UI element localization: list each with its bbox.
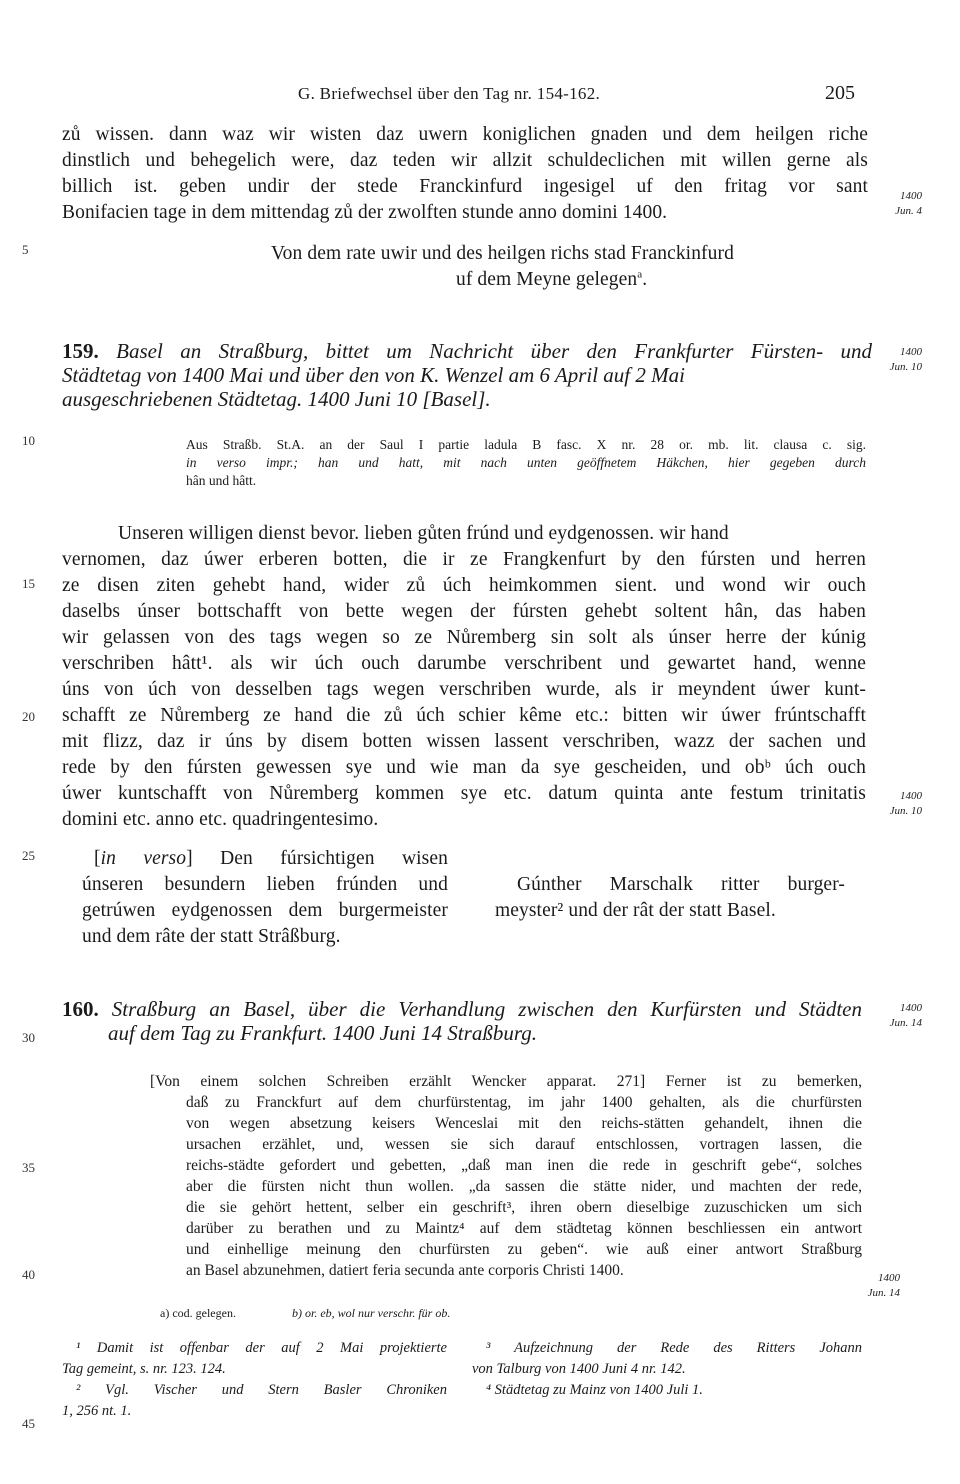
heading-line: auf dem Tag zu Frankfurt. 1400 Juni 14 Straßburg. bbox=[108, 1021, 537, 1045]
text-line: zů wissen. dann waz wir wisten daz uwern koniglichen gnaden und dem heilgen riche bbox=[62, 124, 868, 145]
text-line: Unseren willigen dienst bevor. lieben gůten frúnd und eydgenossen. wir hand bbox=[118, 523, 729, 544]
line-number: 45 bbox=[22, 1416, 35, 1431]
text-line: domini etc. anno etc. quadringentesimo. bbox=[62, 809, 379, 830]
source-line: hân und hâtt. bbox=[186, 473, 257, 488]
variant-mark: a bbox=[637, 268, 643, 281]
footnote-line: Tag gemeint, s. nr. 123. 124. bbox=[62, 1361, 226, 1377]
footnotes-right bbox=[472, 1338, 862, 1401]
heading-line bbox=[62, 997, 862, 1021]
margin-day: Jun. 14 bbox=[867, 1287, 900, 1299]
excerpt-line: und einhellige meinung den churfürsten zu geben“. wie auß einer antwort Straßburg bbox=[186, 1241, 862, 1258]
source-line: in verso impr.; han und hatt, mit nach unten geöffnetem Häkchen, hier gegeben durch bbox=[186, 455, 866, 470]
line-number: 30 bbox=[22, 1030, 35, 1045]
footnote-line: ³ Aufzeichnung der Rede des Ritters Johann bbox=[486, 1340, 862, 1356]
variant-note-b: b) or. eb, wol nur verschr. für ob. bbox=[292, 1306, 451, 1320]
margin-date bbox=[862, 790, 922, 818]
excerpt-line: aber die fürsten nicht thun wollen. „da sassen die stätte nider, und machten der rede, bbox=[186, 1178, 862, 1195]
text-line: verschriben hâtt¹. als wir úch ouch darumbe verschribent und gewartet hand, wenne bbox=[62, 653, 866, 674]
margin-day: Jun. 10 bbox=[889, 361, 922, 373]
document-number: 159. bbox=[62, 339, 99, 363]
margin-date bbox=[840, 1272, 900, 1300]
excerpt-line: [Von einem solchen Schreiben erzählt Wencker apparat. 271] Ferner ist zu bemerken, bbox=[150, 1073, 862, 1090]
sender-line: Gúnther Marschalk ritter burger- bbox=[517, 874, 845, 895]
running-title: G. Briefwechsel über den Tag nr. 154-162. bbox=[298, 84, 601, 103]
margin-year: 1400 bbox=[900, 1002, 922, 1014]
signature-text: uf dem Meyne gelegen bbox=[456, 269, 638, 290]
heading-line: Städtetag von 1400 Mai und über den von K. Wenzel am 6 April auf 2 Mai bbox=[62, 363, 685, 387]
heading-text: Straßburg an Basel, über die Verhandlung zwischen den Kurfürsten und Städten bbox=[111, 997, 863, 1021]
signature-line bbox=[456, 267, 647, 293]
footnote-line: von Talburg von 1400 Juni 4 nr. 142. bbox=[472, 1361, 686, 1377]
line-number: 40 bbox=[22, 1267, 35, 1282]
signature-end: . bbox=[642, 269, 648, 290]
excerpt-line: ursachen erzählet, und, wessen sie sich darauf entschlossen, vortragen lassen, die bbox=[186, 1136, 862, 1153]
doc160-excerpt bbox=[150, 1071, 862, 1281]
heading-line: ausgeschriebenen Städtetag. 1400 Juni 10 [Basel]. bbox=[62, 387, 491, 411]
sender-block bbox=[495, 872, 845, 924]
address-line: und dem râte der statt Strâßburg. bbox=[82, 926, 341, 947]
text-line: billich ist. geben undir der stede Franckinfurd ingesigel uf den fritag vor sant bbox=[62, 176, 868, 197]
document-number: 160. bbox=[62, 997, 99, 1021]
source-line: Aus Straßb. St.A. an der Saul I partie ladula B fasc. X nr. 28 or. mb. lit. clausa c. sig. bbox=[186, 437, 866, 452]
address-block bbox=[82, 846, 448, 950]
margin-date bbox=[862, 346, 922, 374]
margin-day: Jun. 10 bbox=[889, 805, 922, 817]
text-line: úwer kuntschafft von Nůremberg kommen sye etc. datum quinta ante festum trinitatis bbox=[62, 783, 866, 804]
excerpt-line: darüber zu berathen und zu Maintz⁴ auf dem städtetag können beschliessen ein antwort bbox=[186, 1220, 862, 1237]
excerpt-line: die sie gehört hettent, selber ein geschrift³, ihren obern dieselbige zuzuschicken um sich bbox=[186, 1199, 862, 1216]
text-line: rede by den fúrsten gewessen sye und wie man da sye gescheiden, und obᵇ úch ouch bbox=[62, 757, 866, 778]
margin-year: 1400 bbox=[900, 790, 922, 802]
heading-text: Basel an Straßburg, bittet um Nachricht über den Frankfurter Fürsten- und bbox=[116, 339, 873, 363]
heading-line bbox=[62, 339, 872, 363]
text-line: vernomen, daz úwer erberen botten, die ir ze Frangkenfurt by den fúrsten und herren bbox=[62, 549, 866, 570]
margin-date bbox=[862, 1002, 922, 1030]
top-text-block bbox=[62, 122, 868, 226]
sender-line: meyster² und der rât der statt Basel. bbox=[495, 900, 776, 921]
footnotes-left bbox=[62, 1338, 447, 1422]
excerpt-line: an Basel abzunehmen, datiert feria secunda ante corporis Christi 1400. bbox=[186, 1262, 624, 1279]
text-line: ze disen ziten gehebt hand, wider zů úch heimkommen sient. und wond wir ouch bbox=[62, 575, 866, 596]
line-number: 10 bbox=[22, 433, 35, 448]
text-line: Bonifacien tage in dem mittendag zů der zwolften stunde anno domini 1400. bbox=[62, 202, 668, 223]
text-line: daselbs únser bottschafft von bette wegen der fúrsten gehebt soltent hân, das haben bbox=[62, 601, 866, 622]
margin-year: 1400 bbox=[900, 346, 922, 358]
text-line: mit flizz, daz ir úns by disem botten wissen lassent verschriben, wazz der sachen und bbox=[62, 731, 866, 752]
footnote-line: ¹ Damit ist offenbar der auf 2 Mai projektierte bbox=[76, 1340, 447, 1356]
line-number: 5 bbox=[22, 242, 29, 257]
signature-line: Von dem rate uwir und des heilgen richs stad Franckinfurd bbox=[271, 243, 734, 264]
excerpt-line: daß zu Franckfurt auf dem churfürstentag, im jahr 1400 gehalten, als die churfürsten bbox=[186, 1094, 862, 1111]
doc160-heading bbox=[62, 997, 862, 1045]
margin-day: Jun. 14 bbox=[889, 1017, 922, 1029]
variant-note-a: a) cod. gelegen. bbox=[160, 1306, 236, 1320]
address-text: Den fúrsichtigen wisen bbox=[220, 848, 448, 869]
text-line: schafft ze Nůremberg ze hand die zů úch schier kême etc.: bitten wir úwer frúntschafft bbox=[62, 705, 866, 726]
margin-year: 1400 bbox=[878, 1272, 900, 1284]
footnote-line: ⁴ Städtetag zu Mainz von 1400 Juli 1. bbox=[486, 1382, 703, 1398]
text-line: úns von úch von desselben tags wegen verschriben wurde, als ir meyndent úwer kunt- bbox=[62, 679, 866, 700]
line-number: 20 bbox=[22, 709, 35, 724]
doc159-body bbox=[62, 521, 866, 833]
text-line: wir gelassen von des tags wegen so ze Nůremberg sin solt als únser herre der kúnig bbox=[62, 627, 866, 648]
source-note bbox=[186, 436, 866, 490]
margin-year: 1400 bbox=[900, 190, 922, 202]
margin-date bbox=[862, 190, 922, 218]
address-line: getrúwen eydgenossen dem burgermeister bbox=[82, 900, 448, 921]
address-marker: in verso bbox=[100, 848, 187, 869]
address-line: únseren besundern lieben frúnden und bbox=[82, 874, 448, 895]
text-line: dinstlich und behegelich were, daz teden wir allzit schuldeclichen mit willen gerne als bbox=[62, 150, 868, 171]
doc159-heading bbox=[62, 339, 872, 411]
footnote-line: 1, 256 nt. 1. bbox=[62, 1403, 132, 1419]
line-number: 15 bbox=[22, 576, 35, 591]
footnote-line: ² Vgl. Vischer und Stern Basler Chroniken bbox=[76, 1382, 447, 1398]
address-line: [in verso] Den fúrsichtigen wisen bbox=[94, 848, 448, 869]
excerpt-line: von wegen absetzung keisers Wenceslai mit den reichs-stätten gehandelt, ihnen die bbox=[186, 1115, 862, 1132]
line-number: 35 bbox=[22, 1160, 35, 1175]
excerpt-line: reichs-städte gefordert und gebetten, „daß man inen die rede in geschrift gebe“, solches bbox=[186, 1157, 862, 1174]
page-number: 205 bbox=[825, 82, 855, 104]
line-number: 25 bbox=[22, 848, 35, 863]
margin-day: Jun. 4 bbox=[895, 205, 922, 217]
